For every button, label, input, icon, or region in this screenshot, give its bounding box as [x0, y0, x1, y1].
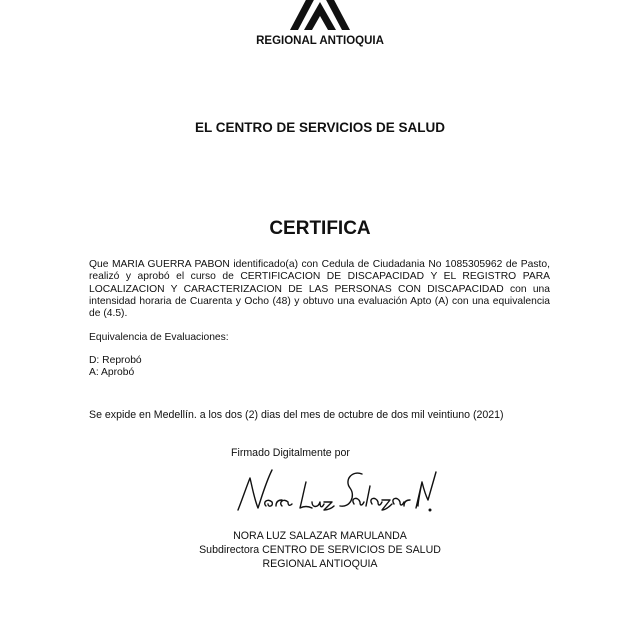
- signed-by-label: Firmado Digitalmente por: [231, 447, 350, 459]
- certificate-body: Que MARIA GUERRA PABON identificado(a) con Cedula de Ciudadania No 1085305962 de Pasto, realizó y aprobó el curso de CERTIFICACION DE DISCAPACIDAD Y EL REGISTRO PARA LOCALIZACION Y CARACTERIZACION DE LAS PERSONAS CON DISCAPACIDAD con una intensidad horaria de Cuarenta y Ocho (48) y obtuvo una evaluación Apto (A) con una equivalencia de (4.5).: [89, 259, 550, 320]
- issued-statement: Se expide en Medellín. a los dos (2) dias del mes de octubre de dos mil veintiuno (2021): [89, 409, 504, 421]
- equivalence-item: D: Reprobó: [89, 355, 142, 366]
- signer-name: NORA LUZ SALAZAR MARULANDA: [233, 530, 407, 542]
- equivalence-list: [89, 355, 142, 380]
- signer-block: [0, 529, 640, 571]
- document-heading: EL CENTRO DE SERVICIOS DE SALUD: [194, 120, 446, 135]
- equivalence-item: A: Aprobó: [89, 367, 135, 379]
- document-title: CERTIFICA: [269, 218, 371, 239]
- logo-caption: REGIONAL ANTIOQUIA: [256, 35, 384, 47]
- handwritten-signature-icon: [232, 466, 438, 516]
- signer-region: REGIONAL ANTIOQUIA: [262, 558, 378, 570]
- chevron-up-logo-icon: [280, 0, 360, 30]
- signer-position: Subdirectora CENTRO DE SERVICIOS DE SALUD: [199, 544, 441, 556]
- equivalence-label: Equivalencia de Evaluaciones:: [89, 332, 229, 343]
